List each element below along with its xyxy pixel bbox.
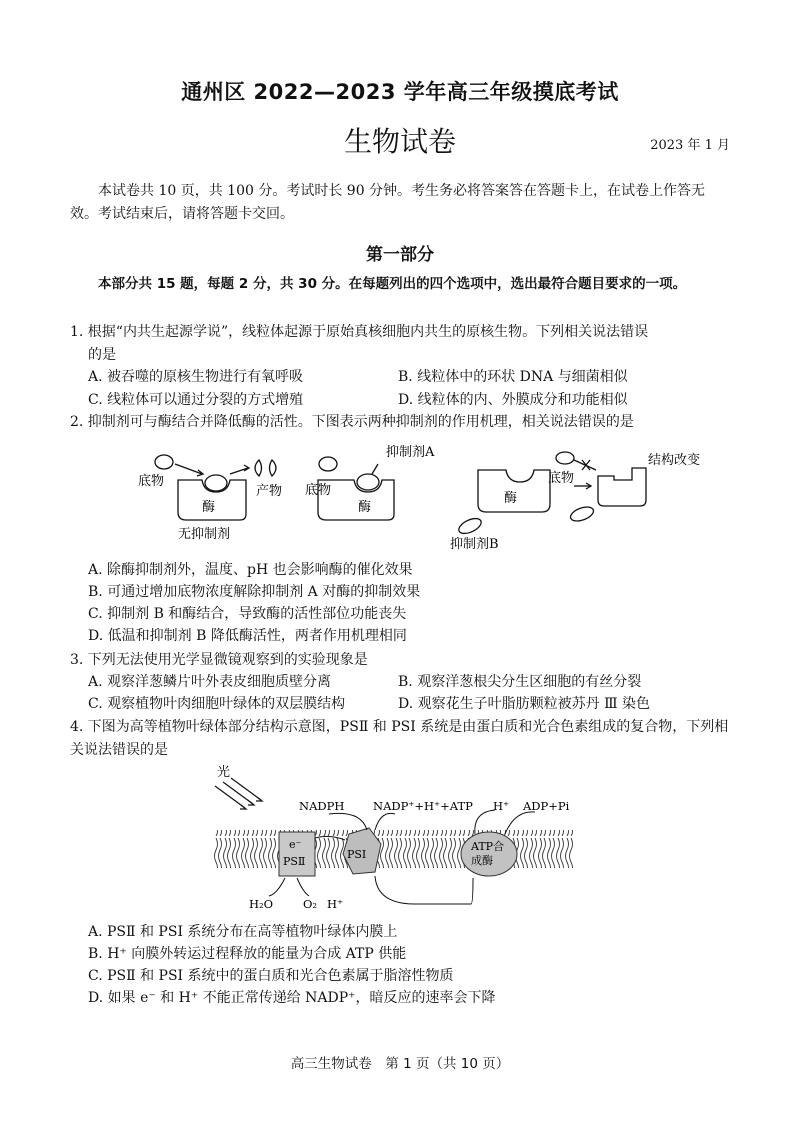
exam-title: 通州区 2022—2023 学年高三年级摸底考试 [181,80,619,104]
substrate-shape [155,455,173,469]
label-h-bottom: H⁺ [327,897,344,911]
q1-option-c: C. 线粒体可以通过分裂的方式增殖 [88,392,304,408]
q4-option-a: A. PSⅡ 和 PSⅠ 系统分布在高等植物叶绿体内膜上 [88,924,398,940]
lipid-bilayer [213,830,573,868]
question-3-text: 3. 下列 [70,652,116,668]
label-ps2: PSⅡ [283,855,306,868]
label-enzyme-1: 酶 [202,500,216,515]
section-title: 第一部分 [366,245,434,265]
product-half-1 [255,460,262,476]
question-1-emphasis: 错误 [620,324,649,340]
label-o2: O₂ [303,897,318,911]
q3-option-d: D. 观察花生子叶脂肪颗粒被苏丹 Ⅲ 染色 [398,696,651,712]
q1-option-b: B. 线粒体中的环状 DNA 与细菌相似 [398,369,628,385]
label-enzyme-2: 酶 [358,500,372,515]
section-instructions: 本部分共 15 题，每题 2 分，共 30 分。在每题列出的四个选项中，选出最符合题目要求的一项。 [98,276,687,292]
label-no-inhibitor: 无抑制剂 [178,527,231,542]
thylakoid-membrane-diagram [205,764,585,914]
label-ps1: PSⅠ [347,848,367,861]
label-nadp-atp: NADP⁺+H⁺+ATP [373,799,473,813]
q3-option-b: B. 观察洋葱根尖分生区细胞的有丝分裂 [398,674,642,690]
question-4-stem [70,716,732,762]
question-4-text: 4. 下图为高等植物叶绿体部分结构示意图，PSⅡ 和 PSⅠ 系统是由蛋白质和光合色素组成的复合物，下列相关说法 [70,719,729,758]
substrate-bound [205,475,227,491]
question-2-tail: 的是 [605,414,634,430]
nadph-arrow [329,813,367,830]
inhibitor-b-shape [457,515,484,536]
page-footer: 高三生物试卷 第 1 页（共 10 页） [290,1056,510,1072]
label-inhibitor-b: 抑制剂B [450,537,499,552]
q2-option-d: D. 低温和抑制剂 B 降低酶活性，两者作用机理相同 [88,628,407,644]
q1-option-a: A. 被吞噬的原核生物进行有氧呼吸 [88,369,304,385]
arrow [175,464,202,474]
label-atp-synthase-1: ATP合 [471,840,505,853]
exam-date: 2023 年 1 月 [650,138,730,153]
product-half-2 [270,460,277,476]
question-2-emphasis: 错误 [577,414,606,430]
question-1-text: 1. 根据“内共生起源学说”，线粒体起源于原始真核细胞内共生的原核生物。下列相关说法 [70,324,621,340]
question-1-tail: 的是 [88,347,116,363]
q2-option-a: A. 除酶抑制剂外，温度、pH 也会影响酶的催化效果 [88,562,413,578]
q4-option-b: B. H⁺ 向膜外转运过程释放的能量为合成 ATP 供能 [88,946,407,962]
q4-option-c: C. PSⅡ 和 PSⅠ 系统中的蛋白质和光合色素属于脂溶性物质 [88,968,454,984]
enzyme-shape-changed [598,468,646,506]
label-h-top: H⁺ [493,799,510,813]
proton-return-path [375,876,473,904]
q4-option-d: D. 如果 e⁻ 和 H⁺ 不能正常传递给 NADP⁺，暗反应的速率会下降 [88,990,496,1006]
label-nadph: NADPH [299,799,345,813]
q2-option-b: B. 可通过增加底物浓度解除抑制剂 A 对酶的抑制效果 [88,584,421,600]
label-enzyme-3: 酶 [504,491,518,506]
label-substrate-2: 底物 [305,483,332,498]
exam-subtitle: 生物试卷 [343,125,456,158]
label-structure: 结构改变 [648,453,700,468]
question-4-tail: 的是 [140,742,168,758]
label-substrate-1: 底物 [138,474,165,489]
question-3-stem [70,649,732,672]
question-1-stem [70,321,732,367]
label-adp-pi: ADP+Pi [523,799,570,813]
question-2-stem [70,411,732,434]
inhibitor-a-shape [357,474,379,490]
label-atp-synthase-2: 成酶 [471,854,493,867]
label-substrate-3: 底物 [548,471,575,486]
q2-option-c: C. 抑制剂 B 和酶结合，导致酶的活性部位功能丧失 [88,606,407,622]
exam-intro: 本试卷共 10 页，共 100 分。考试时长 90 分钟。考生务必将答案答在答题卡上，在试卷上作答无效。考试结束后，请将答题卡交回。 [70,183,706,222]
label-light: 光 [217,765,231,780]
label-electron: e⁻ [289,838,302,851]
label-product: 产物 [256,484,283,499]
enzyme-inhibitor-diagram [120,440,700,555]
question-4-emphasis: 错误 [112,742,140,758]
q1-option-d: D. 线粒体的内、外膜成分和功能相似 [398,392,628,408]
q3-option-a: A. 观察洋葱鳞片叶外表皮细胞质壁分离 [88,674,332,690]
question-2-text: 2. 抑制剂可与酶结合并降低酶的活性。下图表示两种抑制剂的作用机理，相关说法 [70,414,578,430]
label-inhibitor-a: 抑制剂A [386,445,435,460]
label-h2o: H₂O [249,897,274,911]
question-3-tail: 无法使用光学显微镜观察到的实验现象是 [115,652,368,668]
q3-option-c: C. 观察植物叶肉细胞叶绿体的双层膜结构 [88,696,346,712]
